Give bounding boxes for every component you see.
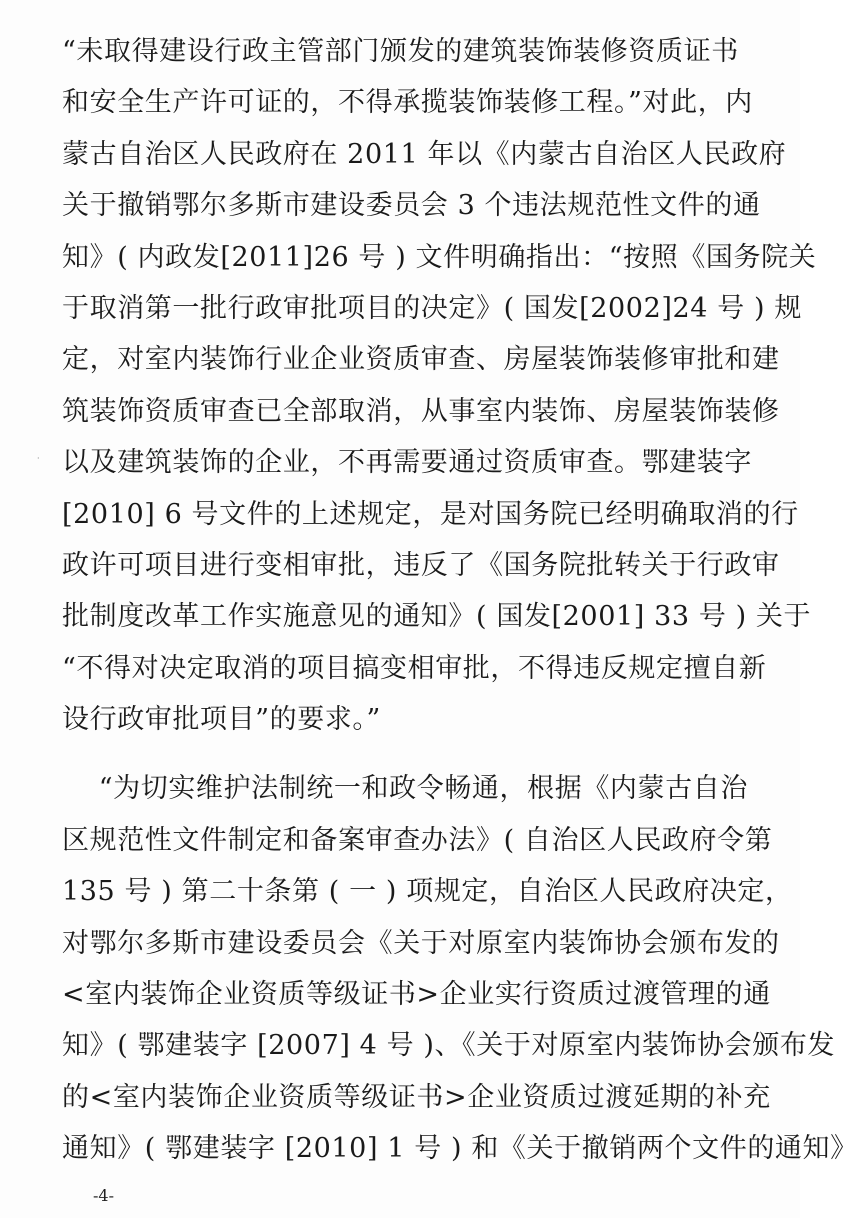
text-line: 政许可项目进行变相审批，违反了《国务院批转关于行政审 bbox=[62, 549, 780, 581]
text-line: 区规范性文件制定和备案审查办法》( 自治区人民政府令第 bbox=[62, 824, 773, 856]
text-line: 于取消第一批行政审批项目的决定》( 国发[2002]24 号 ) 规 bbox=[62, 292, 802, 324]
text-line: 以及建筑装饰的企业，不再需要通过资质审查。鄂建装字 bbox=[62, 447, 752, 479]
text-line: 知》( 内政发[2011]26 号 ) 文件明确指出：“按照《国务院关 bbox=[62, 241, 817, 273]
text-line: 的<室内装饰企业资质等级证书>企业资质过渡延期的补充 bbox=[62, 1081, 771, 1113]
text-line: 和安全生产许可证的，不得承揽装饰装修工程。”对此，内 bbox=[62, 87, 753, 119]
text-line: “未取得建设行政主管部门颁发的建筑装饰装修资质证书 bbox=[62, 36, 739, 67]
paragraph-gap bbox=[62, 745, 762, 763]
scan-speck: · bbox=[37, 454, 40, 463]
text-line: 关于撤销鄂尔多斯市建设委员会 3 个违法规范性文件的通 bbox=[62, 190, 761, 222]
text-line: 135 号 ) 第二十条第 ( 一 ) 项规定，自治区人民政府决定， bbox=[62, 876, 793, 908]
text-line: 定，对室内装饰行业企业资质审查、房屋装饰装修审批和建 bbox=[62, 344, 780, 376]
text-line: 设行政审批项目”的要求。” bbox=[62, 704, 381, 736]
body-text bbox=[62, 26, 858, 1175]
text-line: <室内装饰企业资质等级证书>企业实行资质过渡管理的通 bbox=[62, 979, 771, 1011]
text-line: 批制度改革工作实施意见的通知》( 国发[2001] 33 号 ) 关于 bbox=[62, 601, 812, 633]
text-line: 知》( 鄂建装字 [2007] 4 号 )、《关于对原室内装饰协会颁布发 bbox=[62, 1030, 836, 1062]
text-line: 筑装饰资质审查已全部取消，从事室内装饰、房屋装饰装修 bbox=[62, 395, 780, 427]
text-line: 蒙古自治区人民政府在 2011 年以《内蒙古自治区人民政府 bbox=[62, 138, 787, 170]
text-line: [2010] 6 号文件的上述规定，是对国务院已经明确取消的行 bbox=[62, 498, 799, 530]
text-line: 对鄂尔多斯市建设委员会《关于对原室内装饰协会颁布发的 bbox=[62, 927, 780, 959]
page-number: -4- bbox=[93, 1186, 114, 1205]
text-line: 通知》( 鄂建装字 [2010] 1 号 ) 和《关于撤销两个文件的通知》 bbox=[62, 1133, 858, 1165]
text-line: “为切实维护法制统一和政令畅通，根据《内蒙古自治 bbox=[62, 773, 748, 805]
text-line: “不得对决定取消的项目搞变相审批，不得违反规定擅自新 bbox=[62, 652, 767, 684]
